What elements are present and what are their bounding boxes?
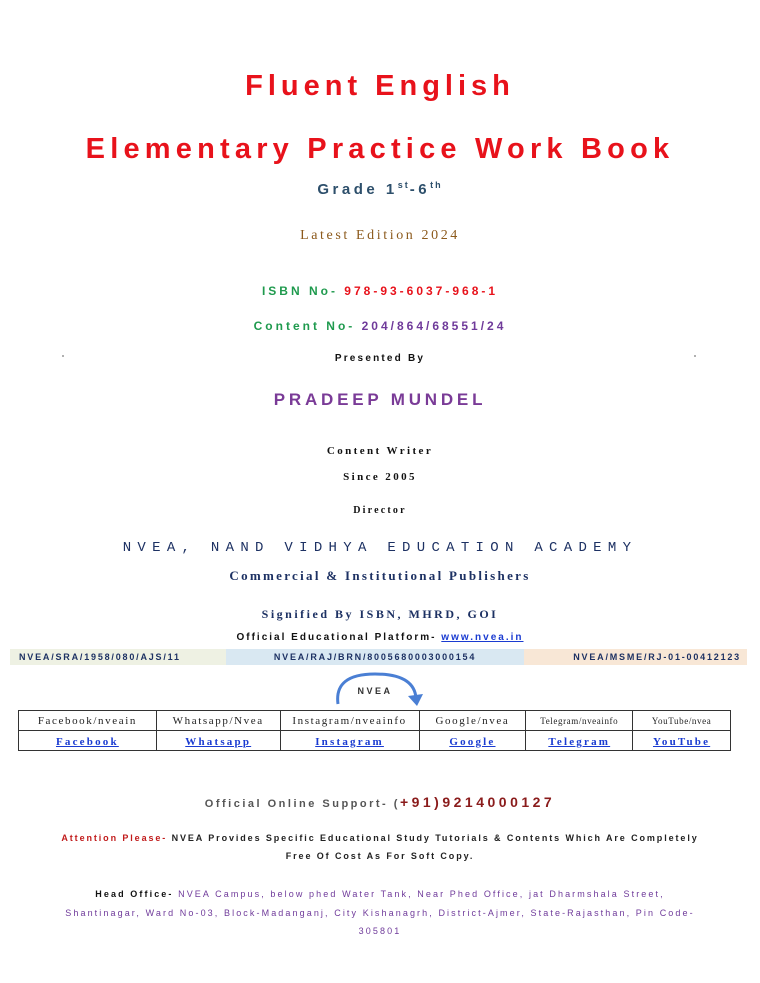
isbn: [0, 284, 760, 298]
youtube-handle: YouTube/nvea: [633, 711, 731, 731]
academy-name: NVEA, NAND VIDHYA EDUCATION ACADEMY: [122, 540, 638, 556]
instagram-cell: [280, 731, 419, 751]
title-line-2: Elementary Practice Work Book: [85, 133, 675, 165]
attention-text: NVEA Provides Specific Educational Study Tutorials & Contents Which Are Completely Free Of Cost As For Soft Copy.: [171, 833, 699, 861]
grade-mid: -6: [409, 181, 431, 198]
director-title: Director: [353, 505, 407, 516]
content-value: 204/864/68551/24: [361, 319, 507, 333]
isbn-value: 978-93-6037-968-1: [344, 284, 499, 298]
google-link[interactable]: Google: [449, 735, 496, 748]
whatsapp-handle: Whatsapp/Nvea: [156, 711, 280, 731]
social-handles-row: [19, 711, 731, 731]
platform-label: Official Educational Platform-: [236, 632, 442, 643]
isbn-label: ISBN No-: [261, 284, 345, 298]
head-office-label: Head Office-: [95, 889, 179, 899]
whatsapp-cell: [156, 731, 280, 751]
facebook-link[interactable]: Facebook: [55, 735, 119, 748]
title-line-1: Fluent English: [245, 70, 515, 102]
attention-label: Attention Please-: [61, 833, 172, 843]
platform-line: [0, 632, 760, 643]
google-cell: [419, 731, 526, 751]
whatsapp-link[interactable]: Whatsapp: [185, 735, 252, 748]
presented-by: Presented By: [334, 353, 426, 364]
grade-sup-end: th: [430, 180, 443, 190]
nvea-label: NVEA: [357, 686, 393, 696]
grade-range: [0, 180, 760, 198]
social-links-row: [19, 731, 731, 751]
support-label: Official Online Support- (: [204, 798, 400, 810]
author-role: Content Writer: [326, 445, 434, 457]
author-name: PRADEEP MUNDEL: [273, 390, 487, 409]
registration-msme: NVEA/MSME/RJ-01-00412123: [524, 649, 747, 665]
edition: Latest Edition 2024: [300, 228, 460, 243]
facebook-cell: [19, 731, 157, 751]
since-year: Since 2005: [343, 471, 417, 483]
social-table: [18, 710, 731, 751]
telegram-handle: Telegram/nveainfo: [526, 711, 633, 731]
telegram-link[interactable]: Telegram: [548, 735, 611, 748]
grade-sup-start: st: [397, 180, 410, 190]
youtube-link[interactable]: YouTube: [652, 735, 711, 748]
head-office-address: [60, 885, 700, 941]
platform-link[interactable]: www.nvea.in: [441, 632, 524, 643]
head-office-text: NVEA Campus, below phed Water Tank, Near Phed Office, jat Dharmshala Street, Shantinagar, Ward No-03, Block-Madanganj, City Kishanagrh, District-Ajmer, State-Rajasthan, Pin Code- 305801: [65, 889, 695, 936]
instagram-handle: Instagram/nveainfo: [280, 711, 419, 731]
registration-row: [10, 649, 747, 665]
facebook-handle: Facebook/nveain: [19, 711, 157, 731]
publishers-line: Commercial & Institutional Publishers: [229, 568, 531, 583]
content-label: Content No-: [253, 319, 362, 333]
content-number: [0, 319, 760, 333]
grade-prefix: Grade 1: [317, 181, 398, 198]
youtube-cell: [633, 731, 731, 751]
registration-brn: NVEA/RAJ/BRN/8005680003000154: [226, 649, 524, 665]
attention-notice: [60, 829, 700, 865]
signified-line: Signified By ISBN, MHRD, GOI: [261, 607, 499, 621]
online-support: [0, 794, 760, 810]
instagram-link[interactable]: Instagram: [315, 735, 384, 748]
support-phone: +91)9214000127: [399, 794, 556, 810]
google-handle: Google/nvea: [419, 711, 526, 731]
telegram-cell: [526, 731, 633, 751]
registration-sra: NVEA/SRA/1958/080/AJS/11: [10, 649, 226, 665]
